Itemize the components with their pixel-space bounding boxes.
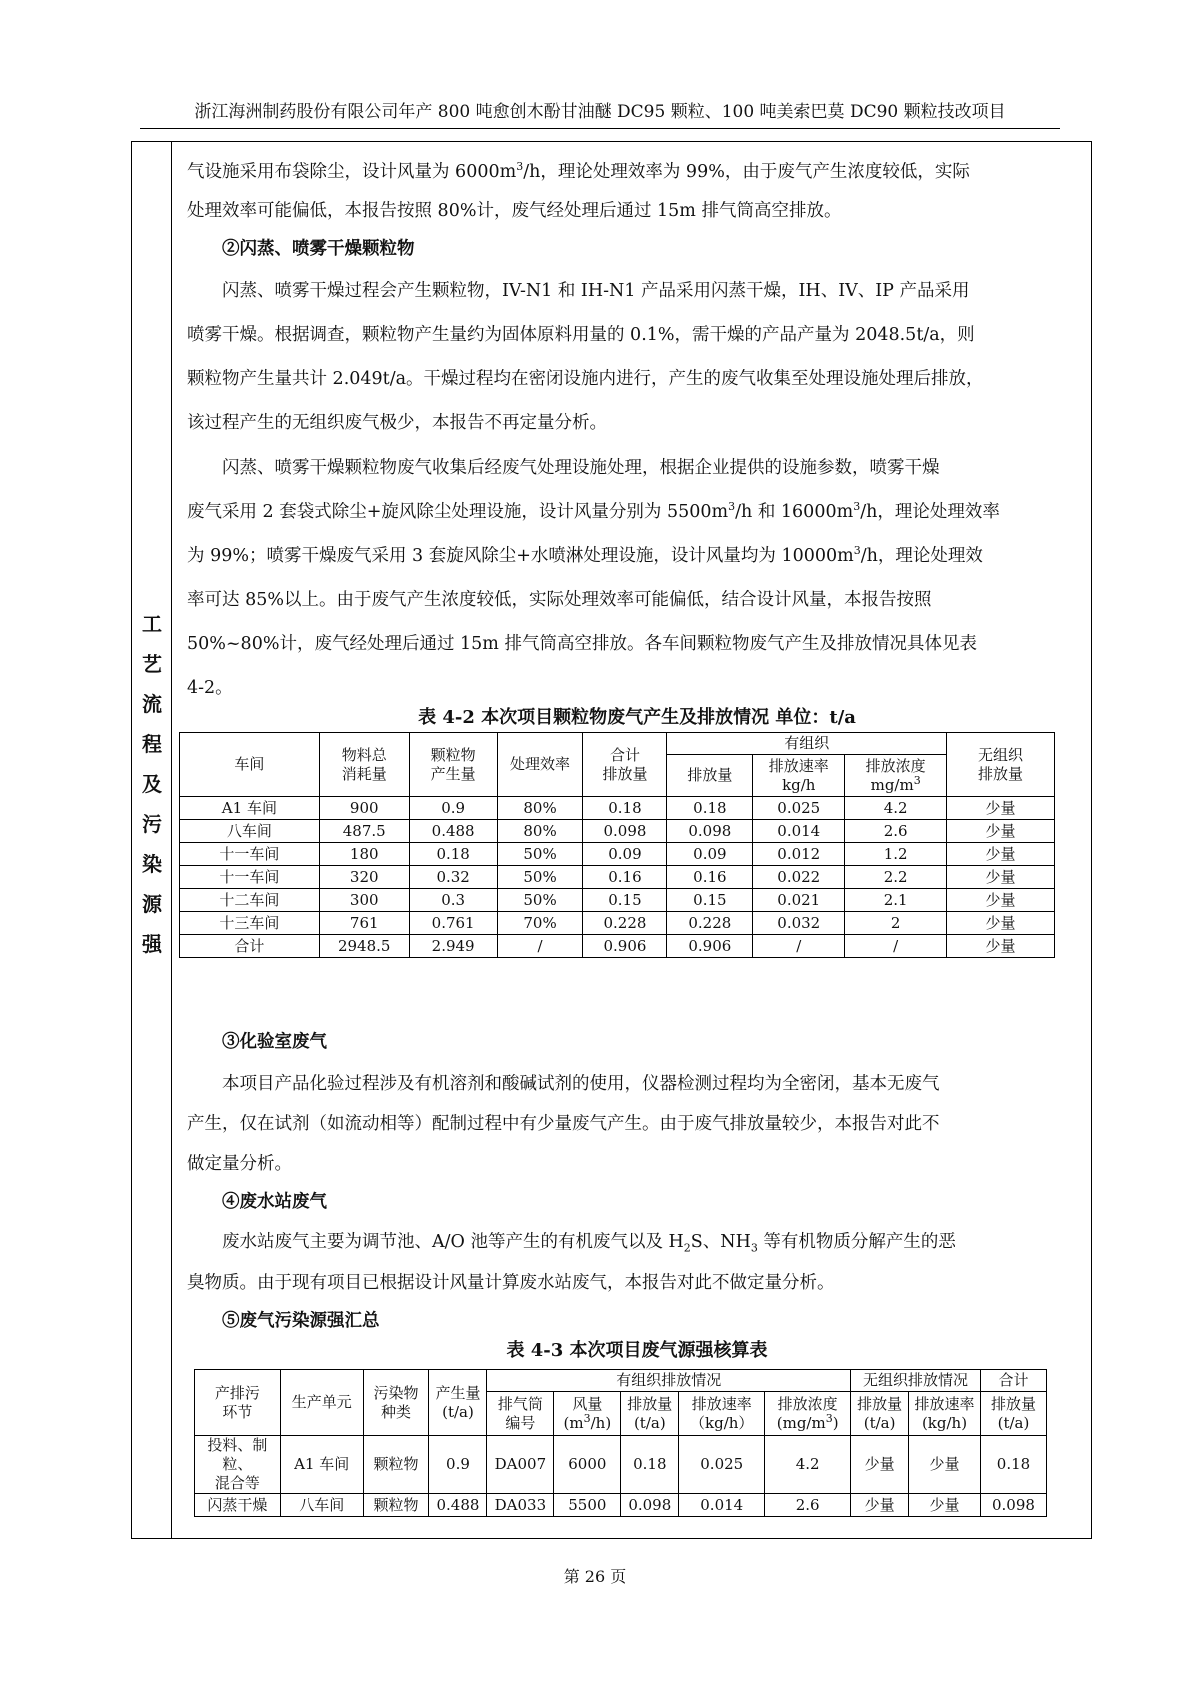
table-cell: 少量	[947, 797, 1055, 820]
table-cell: 投料、制粒、 混合等	[195, 1436, 281, 1494]
table-cell: 1.2	[845, 843, 947, 866]
text-line: 该过程产生的无组织废气极少，本报告不再定量分析。	[187, 413, 607, 433]
table-cell: 0.098	[980, 1494, 1046, 1517]
page-header: 浙江海洲制药股份有限公司年产 800 吨愈创木酚甘油醚 DC95 颗粒、100 吨美索巴莫 DC90 颗粒技改项目	[194, 102, 1006, 122]
header-rule	[140, 128, 1060, 129]
table-cell: 320	[319, 866, 409, 889]
table-cell: 八车间	[180, 820, 320, 843]
side-char: 源	[142, 892, 162, 916]
text-line: 喷雾干燥。根据调查，颗粒物产生量约为固体原料用量的 0.1%，需干燥的产品产量为 2048.5t/a，则	[187, 325, 975, 345]
table-cell: 0.9	[409, 797, 497, 820]
table-cell: 70%	[497, 912, 583, 935]
table-cell: 0.098	[667, 820, 753, 843]
table-cell: 少量	[947, 820, 1055, 843]
table-cell: 十一车间	[180, 843, 320, 866]
table-cell: 少量	[947, 843, 1055, 866]
section-heading-2: ②闪蒸、喷雾干燥颗粒物	[222, 239, 415, 259]
th-organized: 有组织	[667, 733, 947, 755]
text-line: 废水站废气主要为调节池、A/O 池等产生的有机废气以及 $H_2S$、$NH_3$ 等有机物质分解产生的恶	[222, 1232, 956, 1255]
table-cell: 合计	[180, 935, 320, 958]
th-sum: 合计	[980, 1370, 1046, 1392]
table-cell: 少量	[947, 912, 1055, 935]
th-particle: 颗粒物 产生量	[409, 733, 497, 797]
table-cell: 4.2	[765, 1436, 851, 1494]
th-output: 产生量 (t/a)	[429, 1370, 487, 1436]
table-cell: 0.098	[621, 1494, 679, 1517]
table-cell: 0.16	[667, 866, 753, 889]
table-cell: 2	[845, 912, 947, 935]
table-cell: 180	[319, 843, 409, 866]
side-label	[132, 604, 172, 964]
th-sum-emission: 排放量 (t/a)	[980, 1392, 1046, 1436]
table-cell: 80%	[497, 797, 583, 820]
table-cell: 少量	[851, 1436, 909, 1494]
table-cell: 0.761	[409, 912, 497, 935]
th-rate: 排放速率 kg/h	[753, 755, 845, 797]
text-line: 臭物质。由于现有项目已根据设计风量计算废水站废气，本报告对此不做定量分析。	[187, 1273, 835, 1293]
side-char: 强	[142, 932, 162, 956]
table-cell: DA007	[487, 1436, 554, 1494]
table-cell: 0.906	[583, 935, 667, 958]
th-unorg-emission: 排放量 (t/a)	[851, 1392, 909, 1436]
th-unorg-rate: 排放速率 (kg/h)	[909, 1392, 981, 1436]
th-efficiency: 处理效率	[497, 733, 583, 797]
side-char: 流	[142, 692, 162, 716]
table-cell: 2.1	[845, 889, 947, 912]
table-4-3-caption: 表 4-3 本次项目废气源强核算表	[506, 1340, 768, 1361]
table-cell: 4.2	[845, 797, 947, 820]
table-cell: 2.6	[845, 820, 947, 843]
table-cell: 0.488	[409, 820, 497, 843]
table-cell: 0.014	[679, 1494, 765, 1517]
side-column	[132, 142, 172, 1538]
table-cell: 少量	[909, 1436, 981, 1494]
text-line: 率可达 85%以上。由于废气产生浓度较低，实际处理效率可能偏低，结合设计风量，本报告按照	[187, 590, 932, 610]
content-frame	[131, 141, 1092, 1539]
table-row	[195, 1494, 1047, 1517]
table-cell: 颗粒物	[363, 1436, 429, 1494]
table-row-total	[180, 935, 1055, 958]
text-line: 本项目产品化验过程涉及有机溶剂和酸碱试剂的使用，仪器检测过程均为全密闭，基本无废气	[222, 1074, 940, 1094]
table-cell: 50%	[497, 843, 583, 866]
th-unorganized-emission: 无组织排放情况	[851, 1370, 981, 1392]
table-cell: 2.949	[409, 935, 497, 958]
text-line: 做定量分析。	[187, 1154, 292, 1174]
table-4-3	[194, 1369, 1047, 1517]
text-line: 颗粒物产生量共计 2.049t/a。干燥过程均在密闭设施内进行，产生的废气收集至处理设施处理后排放，	[187, 369, 984, 389]
table-cell: 0.014	[753, 820, 845, 843]
side-char: 程	[142, 732, 162, 756]
th-rate: 排放速率 （kg/h）	[679, 1392, 765, 1436]
table-cell: A1 车间	[280, 1436, 363, 1494]
th-emission: 排放量 (t/a)	[621, 1392, 679, 1436]
table-cell: 0.09	[667, 843, 753, 866]
table-4-2	[179, 732, 1055, 958]
table-cell: 6000	[554, 1436, 621, 1494]
table-cell: 0.012	[753, 843, 845, 866]
text-line: 闪蒸、喷雾干燥过程会产生颗粒物，IV-N1 和 IH-N1 产品采用闪蒸干燥，IH、IV、IP 产品采用	[222, 281, 970, 301]
side-char: 工	[142, 612, 162, 636]
table-cell: 0.18	[583, 797, 667, 820]
table-cell: /	[497, 935, 583, 958]
th-unit: 生产单元	[280, 1370, 363, 1436]
table-cell: 少量	[947, 935, 1055, 958]
th-emission: 排放量	[667, 755, 753, 797]
th-workshop: 车间	[180, 733, 320, 797]
table-cell: /	[845, 935, 947, 958]
side-char: 污	[142, 812, 162, 836]
table-cell: 0.3	[409, 889, 497, 912]
table-cell: 少量	[909, 1494, 981, 1517]
th-material: 物料总 消耗量	[319, 733, 409, 797]
table-cell: 八车间	[280, 1494, 363, 1517]
table-cell: 0.18	[409, 843, 497, 866]
section-heading-3: ③化验室废气	[222, 1032, 327, 1052]
table-cell: 闪蒸干燥	[195, 1494, 281, 1517]
table-cell: 80%	[497, 820, 583, 843]
th-unorganized: 无组织 排放量	[947, 733, 1055, 797]
table-cell: 0.025	[753, 797, 845, 820]
table-row	[180, 866, 1055, 889]
th-concentration: 排放浓度 $mg/m^3$	[845, 755, 947, 797]
table-row	[180, 797, 1055, 820]
table-row	[180, 889, 1055, 912]
text-line: 废气采用 2 套袋式除尘+旋风除尘处理设施，设计风量分别为 $5500m^3/h$ 和 $16000m^3/h$，理论处理效率	[187, 500, 1000, 522]
text-line: 产生，仅在试剂（如流动相等）配制过程中有少量废气产生。由于废气排放量较少，本报告对此不	[187, 1114, 940, 1134]
th-stack: 排气筒 编号	[487, 1392, 554, 1436]
table-cell: 0.16	[583, 866, 667, 889]
table-cell: 0.228	[667, 912, 753, 935]
table-row	[195, 1436, 1047, 1494]
table-cell: 颗粒物	[363, 1494, 429, 1517]
text-line: 4-2。	[187, 678, 233, 698]
th-pollutant: 污染物 种类	[363, 1370, 429, 1436]
table-cell: 十二车间	[180, 889, 320, 912]
table-cell: 0.18	[980, 1436, 1046, 1494]
table-row	[180, 912, 1055, 935]
table-cell: 0.906	[667, 935, 753, 958]
table-cell: 50%	[497, 889, 583, 912]
table-cell: 300	[319, 889, 409, 912]
table-cell: 少量	[851, 1494, 909, 1517]
th-total-emission: 合计 排放量	[583, 733, 667, 797]
table-cell: 5500	[554, 1494, 621, 1517]
table-cell: 0.9	[429, 1436, 487, 1494]
table-cell: 487.5	[319, 820, 409, 843]
table-cell: 0.032	[753, 912, 845, 935]
section-heading-5: ⑤废气污染源强汇总	[222, 1311, 380, 1331]
text-line: 闪蒸、喷雾干燥颗粒物废气收集后经废气处理设施处理，根据企业提供的设施参数，喷雾干燥	[222, 458, 940, 478]
table-cell: A1 车间	[180, 797, 320, 820]
table-cell: DA033	[487, 1494, 554, 1517]
table-cell: 900	[319, 797, 409, 820]
table-cell: 0.15	[667, 889, 753, 912]
table-cell: 0.488	[429, 1494, 487, 1517]
table-row	[180, 843, 1055, 866]
table-cell: 2.6	[765, 1494, 851, 1517]
table-cell: 0.021	[753, 889, 845, 912]
table-cell: 少量	[947, 889, 1055, 912]
table-cell: 2.2	[845, 866, 947, 889]
table-cell: 十一车间	[180, 866, 320, 889]
table-cell: 十三车间	[180, 912, 320, 935]
table-4-2-caption: 表 4-2 本次项目颗粒物废气产生及排放情况 单位：t/a	[418, 707, 856, 728]
table-cell: 0.15	[583, 889, 667, 912]
th-airflow: 风量 $(m^3/h)$	[554, 1392, 621, 1436]
table-row	[180, 820, 1055, 843]
table-cell: 0.228	[583, 912, 667, 935]
table-cell: 50%	[497, 866, 583, 889]
table-cell: 761	[319, 912, 409, 935]
side-char: 染	[142, 852, 162, 876]
table-cell: 0.025	[679, 1436, 765, 1494]
table-cell: 0.022	[753, 866, 845, 889]
table-cell: 0.09	[583, 843, 667, 866]
text-line: 处理效率可能偏低，本报告按照 80%计，废气经处理后通过 15m 排气筒高空排放。	[187, 201, 842, 221]
page-number: 第 26 页	[563, 1567, 627, 1586]
text-line: 气设施采用布袋除尘，设计风量为 $6000m^3/h$，理论处理效率为 99%，由于废气产生浓度较低，实际	[187, 160, 970, 182]
table-cell: 0.098	[583, 820, 667, 843]
table-cell: 少量	[947, 866, 1055, 889]
side-char: 及	[142, 772, 162, 796]
table-cell: 0.32	[409, 866, 497, 889]
table-cell: /	[753, 935, 845, 958]
th-stage: 产排污 环节	[195, 1370, 281, 1436]
th-organized-emission: 有组织排放情况	[487, 1370, 851, 1392]
th-concentration: 排放浓度 $(mg/m^3)$	[765, 1392, 851, 1436]
section-heading-4: ④废水站废气	[222, 1192, 327, 1212]
text-line: 50%~80%计，废气经处理后通过 15m 排气筒高空排放。各车间颗粒物废气产生及排放情况具体见表	[187, 634, 977, 654]
side-char: 艺	[142, 652, 162, 676]
table-cell: 2948.5	[319, 935, 409, 958]
table-cell: 0.18	[621, 1436, 679, 1494]
text-line: 为 99%；喷雾干燥废气采用 3 套旋风除尘+水喷淋处理设施，设计风量均为 $10000m^3/h$，理论处理效	[187, 544, 983, 566]
table-cell: 0.18	[667, 797, 753, 820]
